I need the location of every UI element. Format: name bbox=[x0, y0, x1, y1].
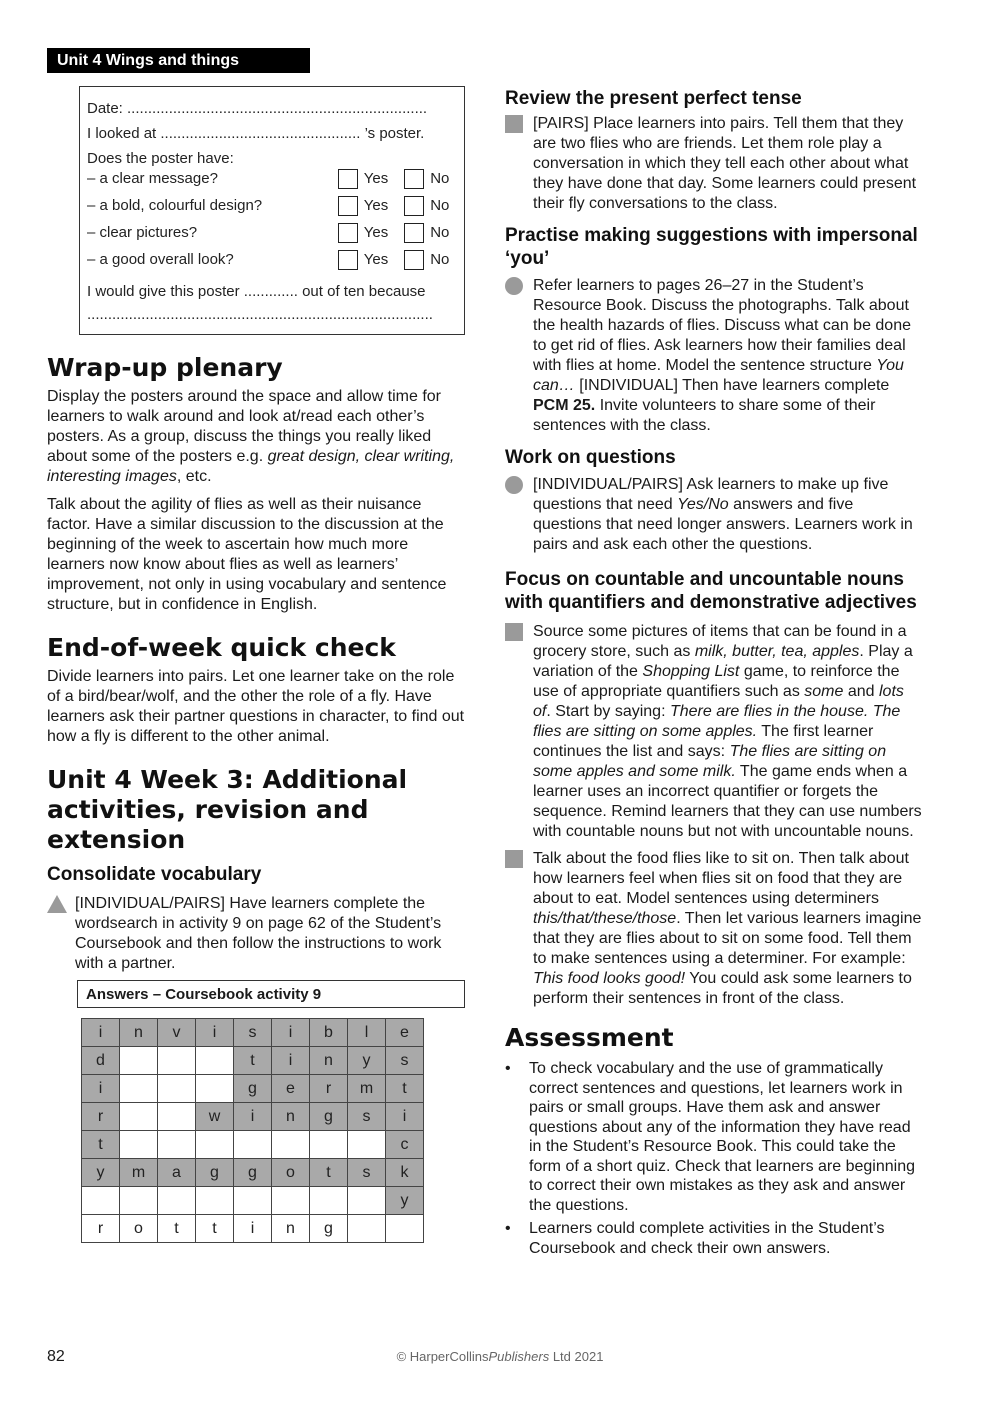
grid-cell bbox=[82, 1187, 120, 1215]
grid-row bbox=[82, 1019, 424, 1047]
grid-cell bbox=[348, 1215, 386, 1243]
grid-cell: i bbox=[196, 1019, 234, 1047]
text: [INDIVIDUAL] Then have learners complete bbox=[574, 377, 890, 394]
form-question-row bbox=[87, 219, 456, 246]
emphasis: This food looks good! bbox=[533, 970, 686, 987]
text: Source some pictures of items that can be found in a grocery store, such as bbox=[533, 623, 907, 660]
copyright bbox=[0, 1349, 1000, 1364]
grid-cell: s bbox=[348, 1159, 386, 1187]
grid-cell: g bbox=[234, 1159, 272, 1187]
grid-cell bbox=[120, 1103, 158, 1131]
circle-icon bbox=[505, 475, 533, 495]
review-heading: Review the present perfect tense bbox=[505, 88, 802, 109]
grid-cell: e bbox=[386, 1019, 424, 1047]
grid-cell bbox=[348, 1131, 386, 1159]
wrapup-paragraph-2: Talk about the agility of flies as well as their nuisance factor. Have a similar discussion to the discussion at the beginning of the week to ascertain how much more learners now know about flies as well as learners’ improvement, not only in using vocabulary and sentence structure, but in confidence in English. bbox=[47, 496, 447, 613]
text: and bbox=[843, 683, 879, 700]
grid-cell: o bbox=[120, 1215, 158, 1243]
form-question-row bbox=[87, 192, 456, 219]
grid-cell: g bbox=[310, 1215, 348, 1243]
grid-cell bbox=[234, 1131, 272, 1159]
emphasis: great design, clear writing, interesting images bbox=[47, 448, 455, 485]
question-text: – a clear message? bbox=[87, 170, 218, 187]
grid-cell bbox=[386, 1215, 424, 1243]
text: . Start by saying: bbox=[546, 703, 670, 720]
grid-cell: y bbox=[348, 1047, 386, 1075]
text: Ltd 2021 bbox=[549, 1349, 604, 1364]
grid-cell: a bbox=[158, 1159, 196, 1187]
grid-cell bbox=[120, 1047, 158, 1075]
square-icon bbox=[505, 849, 533, 869]
yes-checkbox[interactable] bbox=[338, 169, 358, 189]
grid-cell: y bbox=[386, 1187, 424, 1215]
emphasis: There are flies in the house. The flies are sitting on some apples. bbox=[533, 703, 901, 740]
grid-cell bbox=[196, 1075, 234, 1103]
activity-text: [PAIRS] Place learners into pairs. Tell them that they are two flies who are friends. Let them role play a conversation in which they tell each other about what they have done that day. Some learners could present their fly conversations to the class. bbox=[533, 115, 917, 212]
assessment-bullet bbox=[505, 1219, 925, 1259]
grid-cell: t bbox=[82, 1131, 120, 1159]
grid-cell: r bbox=[82, 1103, 120, 1131]
questions-heading: Work on questions bbox=[505, 447, 676, 468]
text: The game ends when a learner uses an incorrect quantifier or forgets the sequence. Remind learners that they can use numbers with countable nouns but not with uncountable nouns. bbox=[533, 763, 922, 840]
pcm-reference: PCM 25. bbox=[533, 397, 596, 414]
grid-row bbox=[82, 1075, 424, 1103]
text: You could ask some learners to perform their sentences in front of the class. bbox=[533, 970, 912, 1007]
grid-row bbox=[82, 1159, 424, 1187]
grid-cell: i bbox=[272, 1019, 310, 1047]
reason-line: ................................................................................... bbox=[87, 306, 433, 323]
yes-label: Yes bbox=[363, 170, 389, 187]
text: , etc. bbox=[176, 468, 212, 485]
grid-cell: i bbox=[82, 1075, 120, 1103]
text: answers and five questions that need longer answers. Learners work in pairs and ask each other the questions. bbox=[533, 496, 913, 553]
practise-activity bbox=[505, 276, 925, 436]
emphasis: Publishers bbox=[488, 1349, 550, 1364]
bullet-text: To check vocabulary and the use of grammatically correct sentences and questions, let learners work in pairs or small groups. Have them ask and answer questions about any of the information they have read in the Student’s Resource Book. This could take the form of a short quiz. Check that learners are beginning to correct their own mistakes as they ask and answer the questions. bbox=[529, 1060, 915, 1214]
grid-cell: d bbox=[82, 1047, 120, 1075]
emphasis: lots of bbox=[533, 683, 904, 720]
text: [INDIVIDUAL/PAIRS] Ask learners to make up five questions that need bbox=[533, 476, 889, 513]
grid-cell: r bbox=[310, 1075, 348, 1103]
grid-cell: t bbox=[196, 1215, 234, 1243]
emphasis: Yes/No bbox=[677, 496, 729, 513]
grid-cell: i bbox=[234, 1103, 272, 1131]
emphasis: You can… bbox=[533, 357, 904, 394]
bullet-icon: • bbox=[505, 1220, 511, 1237]
emphasis: some bbox=[804, 683, 844, 700]
question-text: – clear pictures? bbox=[87, 224, 198, 241]
focus-heading: Focus on countable and uncountable nouns with quantifiers and demonstrative adjectives bbox=[505, 569, 917, 613]
grid-cell: m bbox=[348, 1075, 386, 1103]
quickcheck-heading: End-of-week quick check bbox=[47, 633, 396, 662]
wordsearch-grid bbox=[81, 1018, 424, 1243]
unit-header: Unit 4 Wings and things bbox=[47, 48, 310, 73]
emphasis: Shopping List bbox=[642, 663, 740, 680]
consolidate-heading: Consolidate vocabulary bbox=[47, 864, 262, 885]
no-checkbox[interactable] bbox=[404, 250, 424, 270]
quickcheck-paragraph: Divide learners into pairs. Let one learner take on the role of a bird/bear/wolf, and the other the role of a fly. Have learners ask their partner questions in character, to find out how a fly is different to the other animal. bbox=[47, 668, 465, 745]
circle-icon bbox=[505, 276, 533, 296]
square-icon bbox=[505, 622, 533, 642]
grid-cell: g bbox=[196, 1159, 234, 1187]
grid-cell: n bbox=[272, 1103, 310, 1131]
grid-cell: c bbox=[386, 1131, 424, 1159]
yes-label: Yes bbox=[363, 251, 389, 268]
grid-cell: t bbox=[158, 1215, 196, 1243]
review-activity bbox=[505, 114, 925, 214]
rating-line: I would give this poster ............. out of ten because bbox=[87, 283, 426, 300]
text: © HarperCollins bbox=[396, 1349, 489, 1364]
grid-cell bbox=[310, 1187, 348, 1215]
grid-cell: r bbox=[82, 1215, 120, 1243]
text: Talk about the food flies like to sit on. Then talk about how learners feel when flies sit on food that they are about to eat. Model sentences using determiners bbox=[533, 850, 909, 907]
yes-checkbox[interactable] bbox=[338, 250, 358, 270]
grid-cell: n bbox=[120, 1019, 158, 1047]
practise-heading: Practise making suggestions with impersonal ‘you’ bbox=[505, 225, 918, 269]
triangle-icon bbox=[47, 894, 75, 914]
activity-text bbox=[533, 622, 925, 842]
questions-activity bbox=[505, 475, 925, 555]
grid-cell: i bbox=[82, 1019, 120, 1047]
grid-row bbox=[82, 1103, 424, 1131]
text: Display the posters around the space and allow time for learners to walk around and look at/read each other’s posters. As a group, discuss the things you really liked about some of the posters e.g. bbox=[47, 388, 441, 465]
grid-cell bbox=[234, 1187, 272, 1215]
yes-checkbox[interactable] bbox=[338, 223, 358, 243]
grid-cell bbox=[120, 1187, 158, 1215]
grid-cell bbox=[158, 1075, 196, 1103]
no-label: No bbox=[430, 197, 450, 214]
grid-cell: y bbox=[82, 1159, 120, 1187]
focus-activity-2 bbox=[505, 849, 925, 1009]
grid-cell bbox=[272, 1187, 310, 1215]
grid-cell: i bbox=[386, 1103, 424, 1131]
left-column bbox=[47, 86, 467, 1243]
grid-cell bbox=[158, 1187, 196, 1215]
form-question-row bbox=[87, 246, 456, 273]
form-question-row bbox=[87, 165, 456, 192]
yes-label: Yes bbox=[363, 224, 389, 241]
activity-text bbox=[533, 849, 925, 1009]
no-checkbox[interactable] bbox=[404, 169, 424, 189]
text: . Then let various learners imagine that they are flies about to sit on some food. Tell them to make sentences using a determiner. For example: bbox=[533, 910, 922, 967]
assessment-bullet bbox=[505, 1059, 925, 1215]
grid-cell bbox=[158, 1103, 196, 1131]
grid-cell: v bbox=[158, 1019, 196, 1047]
grid-cell: t bbox=[234, 1047, 272, 1075]
grid-cell bbox=[272, 1131, 310, 1159]
activity-text bbox=[533, 475, 925, 555]
grid-cell: k bbox=[386, 1159, 424, 1187]
no-checkbox[interactable] bbox=[404, 223, 424, 243]
no-checkbox[interactable] bbox=[404, 196, 424, 216]
emphasis: this/that/these/those bbox=[533, 910, 677, 927]
grid-cell: w bbox=[196, 1103, 234, 1131]
poster-review-form bbox=[79, 86, 465, 335]
text: Refer learners to pages 26–27 in the Student’s Resource Book. Discuss the photographs. Talk about the health hazards of flies. Discuss what can be done to get rid of flies. Ask learners how their families deal with flies at home. Model the sentence structure bbox=[533, 277, 911, 374]
right-column bbox=[505, 86, 925, 1259]
yes-label: Yes bbox=[363, 197, 389, 214]
grid-cell: t bbox=[386, 1075, 424, 1103]
consolidate-activity bbox=[47, 894, 467, 974]
grid-cell bbox=[196, 1187, 234, 1215]
no-label: No bbox=[430, 170, 450, 187]
grid-row bbox=[82, 1047, 424, 1075]
question-intro: Does the poster have: bbox=[87, 150, 234, 167]
square-icon bbox=[505, 114, 533, 134]
text: . Play a variation of the bbox=[533, 643, 913, 680]
no-label: No bbox=[430, 224, 450, 241]
grid-cell: o bbox=[272, 1159, 310, 1187]
activity-text: [INDIVIDUAL/PAIRS] Have learners complete the wordsearch in activity 9 on page 62 of the Student’s Coursebook and then follow the instructions to work with a partner. bbox=[75, 895, 442, 972]
grid-row bbox=[82, 1187, 424, 1215]
focus-activity-1 bbox=[505, 622, 925, 842]
grid-cell: t bbox=[310, 1159, 348, 1187]
text: game, to reinforce the use of appropriate quantifiers such as bbox=[533, 663, 900, 700]
grid-cell bbox=[348, 1187, 386, 1215]
page-number: 82 bbox=[47, 1348, 65, 1365]
grid-cell: m bbox=[120, 1159, 158, 1187]
grid-cell bbox=[196, 1131, 234, 1159]
text: Invite volunteers to share some of their sentences with the class. bbox=[533, 397, 876, 434]
no-label: No bbox=[430, 251, 450, 268]
emphasis: The flies are sitting on some apples and some milk. bbox=[533, 743, 887, 780]
wrapup-heading: Wrap-up plenary bbox=[47, 353, 283, 382]
grid-cell: g bbox=[310, 1103, 348, 1131]
grid-cell: e bbox=[272, 1075, 310, 1103]
grid-cell: s bbox=[386, 1047, 424, 1075]
answers-label: Answers – Coursebook activity 9 bbox=[77, 980, 465, 1008]
wrapup-paragraph bbox=[47, 387, 467, 487]
question-text: – a bold, colourful design? bbox=[87, 197, 263, 214]
grid-row bbox=[82, 1131, 424, 1159]
emphasis: milk, butter, tea, apples bbox=[694, 643, 860, 660]
text: The first learner continues the list and says: bbox=[533, 723, 874, 760]
grid-cell: s bbox=[348, 1103, 386, 1131]
grid-cell: g bbox=[234, 1075, 272, 1103]
date-line: Date: ........................................................................ bbox=[87, 100, 428, 117]
grid-cell: i bbox=[234, 1215, 272, 1243]
grid-cell bbox=[196, 1047, 234, 1075]
assessment-heading: Assessment bbox=[505, 1023, 674, 1052]
looked-at-line: I looked at ................................................ ’s poster. bbox=[87, 125, 425, 142]
grid-cell: s bbox=[234, 1019, 272, 1047]
grid-cell: b bbox=[310, 1019, 348, 1047]
grid-cell bbox=[310, 1131, 348, 1159]
yes-checkbox[interactable] bbox=[338, 196, 358, 216]
grid-cell bbox=[120, 1131, 158, 1159]
grid-cell bbox=[120, 1075, 158, 1103]
activity-text bbox=[533, 276, 925, 436]
week3-heading: Unit 4 Week 3: Additional activities, revision and extension bbox=[47, 765, 408, 854]
grid-cell: n bbox=[310, 1047, 348, 1075]
bullet-icon: • bbox=[505, 1060, 511, 1077]
grid-row bbox=[82, 1215, 424, 1243]
grid-cell bbox=[158, 1131, 196, 1159]
grid-cell: n bbox=[272, 1215, 310, 1243]
bullet-text: Learners could complete activities in the Student’s Coursebook and check their own answers. bbox=[529, 1220, 885, 1257]
grid-cell bbox=[158, 1047, 196, 1075]
question-text: – a good overall look? bbox=[87, 251, 234, 268]
grid-cell: l bbox=[348, 1019, 386, 1047]
grid-cell: i bbox=[272, 1047, 310, 1075]
